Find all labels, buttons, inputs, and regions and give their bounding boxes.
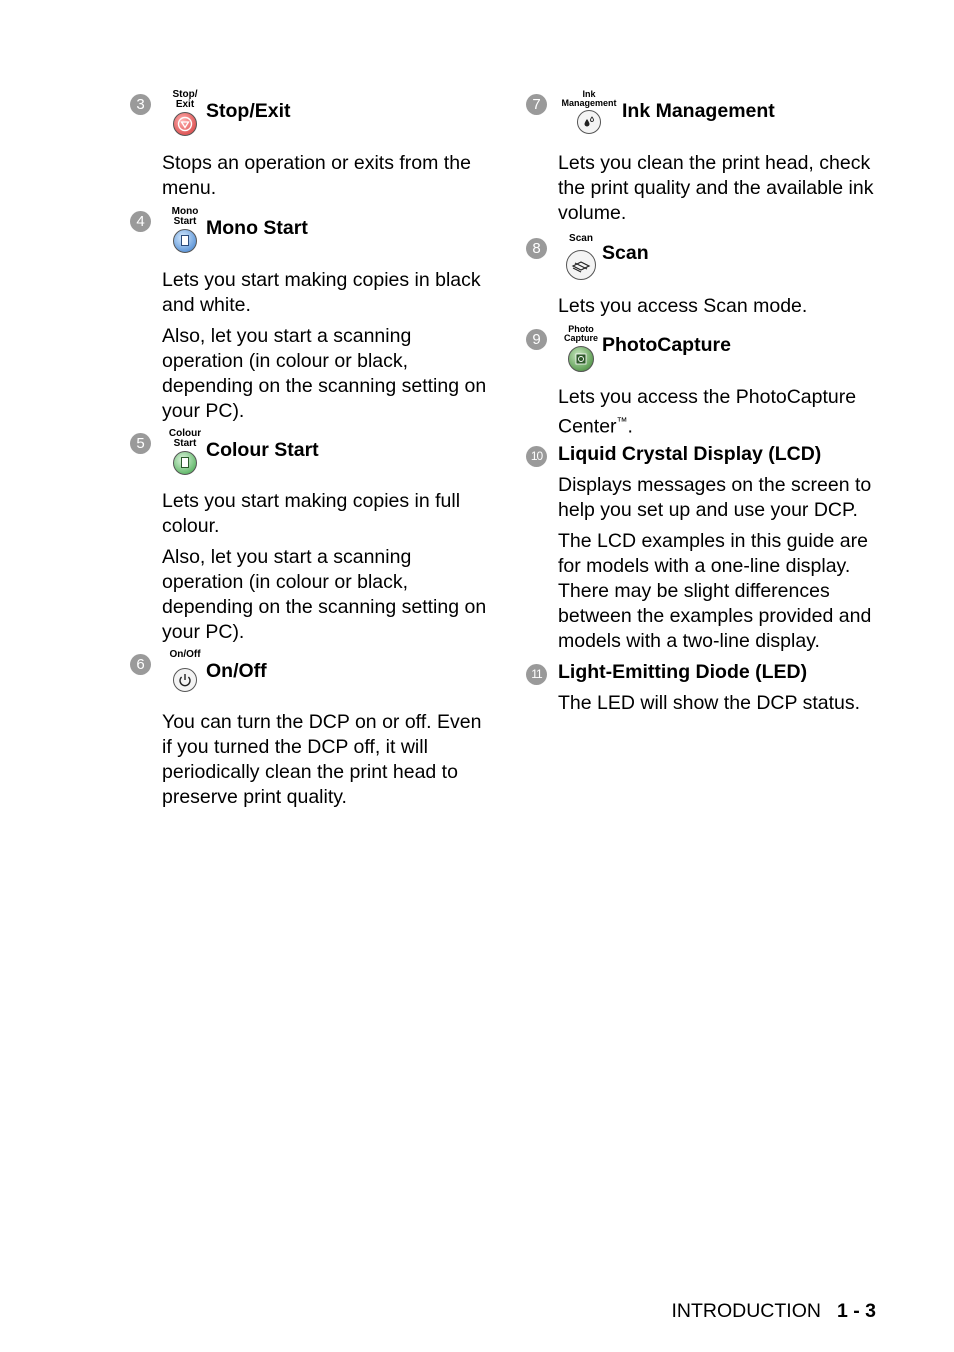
item-number: 5 (130, 433, 151, 454)
key-label: On/Off (169, 649, 201, 660)
trademark-symbol: ™ (616, 416, 628, 428)
item-description: Also, let you start a scanning operation (in colour or black, depending on the scanning setting on your PC). (162, 546, 487, 643)
footer-section: INTRODUCTION (671, 1300, 821, 1322)
colour-copy-icon (173, 451, 197, 475)
item-description: Lets you start making copies in black and white. (162, 269, 481, 316)
item-number: 4 (130, 211, 151, 232)
item-title: Scan (602, 242, 649, 264)
key-label: Stop/ Exit (172, 89, 198, 110)
item-number: 9 (526, 329, 547, 350)
photo-card-icon (568, 346, 594, 372)
item-title: Light-Emitting Diode (LED) (558, 661, 808, 683)
item-stop-exit (136, 89, 492, 207)
photocapture-key (558, 325, 604, 372)
item-led (531, 661, 888, 722)
key-label: Scan (569, 233, 593, 244)
item-number: 8 (526, 238, 547, 259)
item-colour-start (136, 428, 492, 651)
item-description: You can turn the DCP on or off. Even if you turned the DCP off, it will periodically clean the print head to preserve print quality. (162, 711, 482, 808)
item-description-text: Lets you access the PhotoCapture Center (558, 386, 857, 438)
footer-page-number: 1 - 3 (836, 1300, 876, 1322)
page-footer (671, 1300, 876, 1323)
item-description: The LED will show the DCP status. (558, 692, 861, 714)
key-label: Colour Start (168, 428, 202, 449)
item-description: Also, let you start a scanning operation (in colour or black, depending on the scanning setting on your PC). (162, 325, 487, 422)
scanner-icon (566, 250, 596, 280)
item-on-off (136, 649, 492, 816)
item-description: Lets you start making copies in full colour. (162, 490, 461, 537)
trailing-period: . (627, 415, 633, 438)
item-scan (532, 233, 888, 325)
mono-start-key (162, 207, 208, 253)
item-description: The LCD examples in this guide are for models with a one-line display. There may be slight differences between the examples provided and models with a two-line display. (558, 530, 872, 652)
item-title: PhotoCapture (602, 334, 731, 356)
item-title: Stop/Exit (206, 100, 291, 122)
ink-drop-icon (577, 110, 601, 134)
item-number: 7 (526, 94, 547, 115)
item-description: Displays messages on the screen to help you set up and use your DCP. (558, 474, 872, 521)
power-icon (173, 668, 197, 692)
key-label: Mono Start (171, 206, 199, 227)
item-title: Colour Start (206, 439, 319, 461)
item-photocapture (532, 324, 888, 446)
item-description: Stops an operation or exits from the menu. (162, 152, 471, 199)
key-label: Ink Management (561, 89, 617, 108)
item-number: 6 (130, 654, 151, 675)
item-number: 11 (526, 664, 547, 685)
item-lcd (530, 443, 888, 660)
item-title: On/Off (206, 660, 267, 682)
item-number: 3 (130, 94, 151, 115)
ink-management-key (558, 90, 620, 134)
scan-key (558, 234, 604, 280)
item-title: Liquid Crystal Display (LCD) (558, 443, 822, 465)
key-label: Photo Capture (563, 324, 598, 343)
item-mono-start (136, 206, 492, 430)
item-description (558, 385, 888, 440)
on-off-key (162, 650, 208, 692)
stop-exit-key (162, 90, 208, 136)
item-title: Ink Management (622, 100, 775, 122)
item-number: 10 (526, 446, 547, 467)
mono-copy-icon (173, 229, 197, 253)
stop-icon (173, 112, 197, 136)
item-title: Mono Start (206, 217, 308, 239)
item-ink-management (532, 89, 888, 232)
colour-start-key (162, 429, 208, 475)
item-description: Lets you access Scan mode. (558, 295, 808, 317)
item-description: Lets you clean the print head, check the print quality and the available ink volume. (558, 152, 874, 224)
